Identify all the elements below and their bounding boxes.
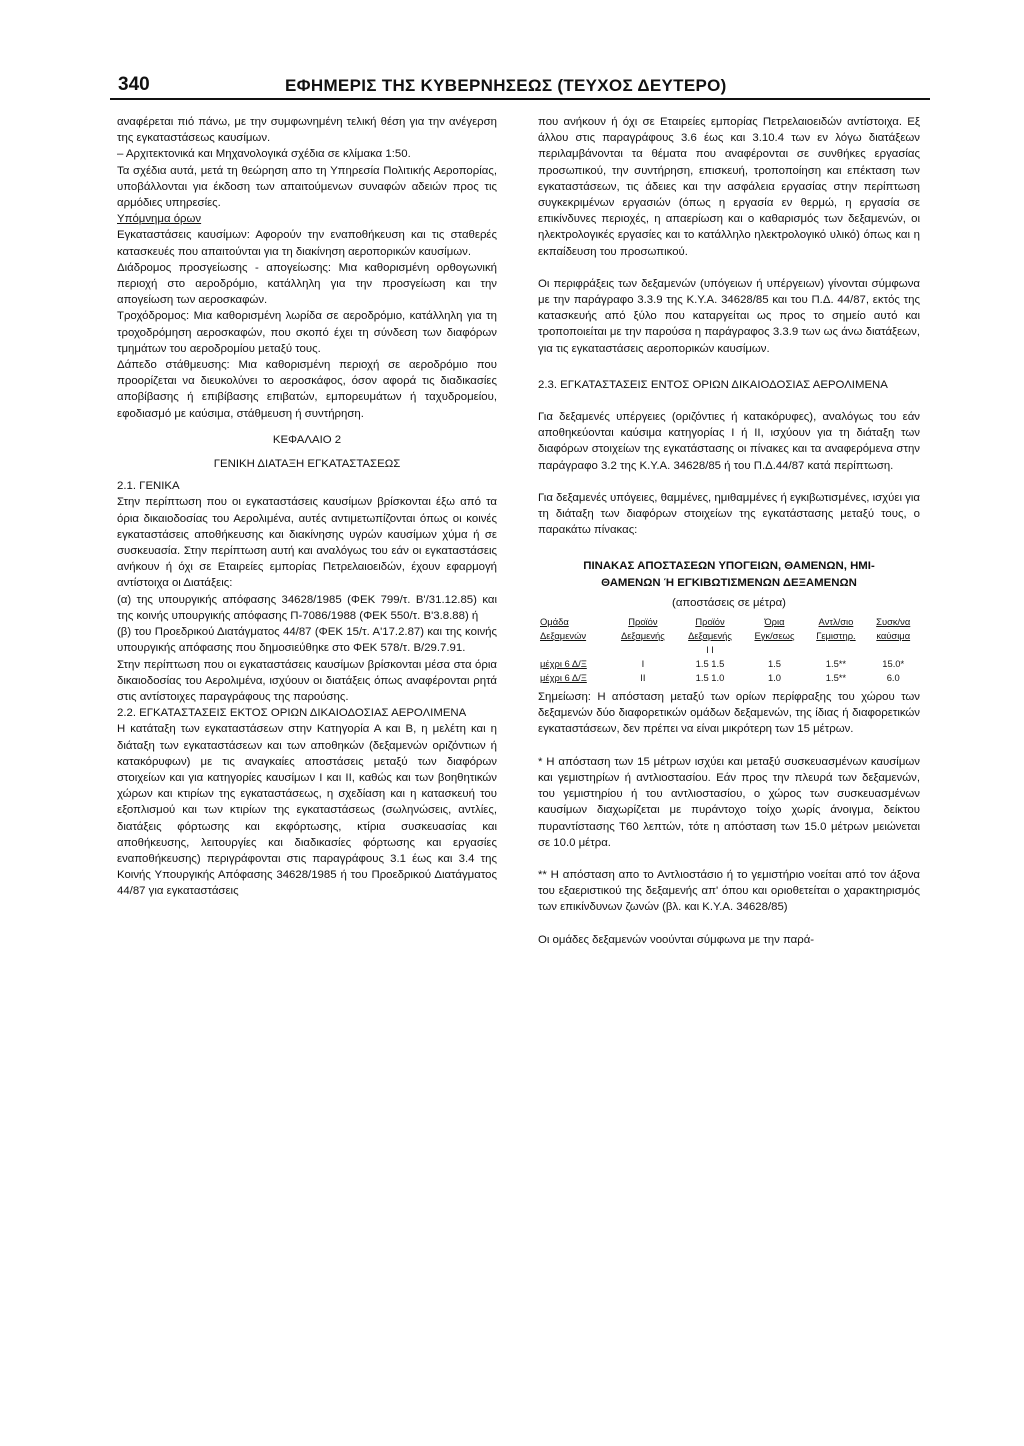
table-cell: 1.5 [767,658,781,670]
table-header-cell: Δεξαμενών [540,630,587,642]
section-heading: 2.3. ΕΓΚΑΤΑΣΤΑΣΕΙΣ ΕΝΤΟΣ ΟΡΙΩΝ ΔΙΚΑΙΟΔΟΣΙΑΣ ΑΕΡΟΛΙΜΕΝΑ [538,378,888,391]
table-header-cell: Προϊόν [695,616,725,628]
table-header-cell: Εγκ/σεως [754,630,795,642]
paragraph: Τα σχέδια αυτά, μετά τη θεώρηση απο τη Υπηρεσία Πολιτικής Αεροπορίας, υποβάλλονται για έκδοση των απαιτούμενων συναφών αδειών προς τις αρμόδιες υπηρεσίες. [117,164,497,210]
paragraph: (β) του Προεδρικού Διατάγματος 44/87 (ΦΕΚ 15/τ. Α'17.2.87) και της κοινής υπουργικής απόφασης που δημοσιεύθηκε στο ΦΕΚ 578/τ. Β/29.7.91. [117,626,497,655]
paragraph: Διάδρομος προσγείωσης - απογείωσης: Μια καθορισμένη ορθογωνική περιοχή στο αεροδρόμιο, κατάλληλη για την προσγείωση και την απογείωση των αεροσκαφών. [117,261,497,307]
table-note: Σημείωση: Η απόσταση μεταξύ των ορίων περίφραξης του χώρου των δεξαμενών δύο διαφορετικών ομάδων δεξαμενών, της ίδιας ή διαφορετικών εγκαταστάσεων, δεν πρέπει να είναι μικρότερη των 15 μέτρων. [538,691,920,736]
table-cell: 1.5** [825,658,847,670]
table-cell: 1.5** [825,672,847,684]
footnote: * Η απόσταση των 15 μέτρων ισχύει και μεταξύ συσκευασμένων καυσίμων και γεμιστηρίων ή αντλιοστασίου. Εάν προς την πλευρά των δεξαμενών, του γεμιστηρίου ή του αντλιοστασίου, ο χώρος των συσκευασμένων καυσίμων διαχωρίζεται με πυράντοχο τοίχο χωρίς άνοιγμα, δείκτου πυραντίστασης Τ60 λεπτών, τότε η απόσταση των 15.0 μέτρων μειώνεται σε 10.0 μέτρα. [538,755,920,849]
paragraph: Εγκαταστάσεις καυσίμων: Αφορούν την εναποθήκευση και τις σταθερές κατασκευές που απαιτούνται για τη διακίνηση αεροπορικών καυσίμων. [117,229,497,258]
table-header-cell: Ομάδα [540,616,569,628]
paragraph: Στην περίπτωση που οι εγκαταστάσεις καυσίμων βρίσκονται μέσα στα όρια δικαιοδοσίας του Αερολιμένα, ισχύουν οι διατάξεις όπως αναφέρονται ρητά στις αντίστοιχες παραγράφους της παρούσης. [117,658,497,703]
table-header-cell: Αντλ/σιο [818,616,854,628]
paragraph: Στην περίπτωση που οι εγκαταστάσεις καυσίμων βρίσκονται έξω από τα όρια δικαιοδοσίας του Αερολιμένα, αυτές αντιμετωπίζονται όπως οι κοινές εγκαταστάσεις αποθήκευσης και διακίνησης υγρών καυσίμων χύμα ή σε συσκευασία. Στην περίπτωση αυτή και αναλόγως του εάν οι εγκαταστάσεις ανήκουν ή όχι σε Εταιρείες εμπορίας Πετρελαιοειδών, έχουν εφαρμογή αντίστοιχα οι Διατάξεις: [117,496,497,590]
table-title: ΠΙΝΑΚΑΣ ΑΠΟΣΤΑΣΕΩΝ ΥΠΟΓΕΙΩΝ, ΘΑΜΕΝΩΝ, ΗΜΙ- [583,560,875,573]
page-number: 340 [118,74,150,95]
table-cell [805,643,866,657]
table-header-cell: Δεξαμενής [620,630,665,642]
terms-heading: Υπόμνημα όρων [117,213,202,226]
table-header-cell: Όρια [764,616,785,628]
paragraph: Δάπεδο στάθμευσης: Μια καθορισμένη περιοχή σε αεροδρόμιο που προορίζεται να διευκολύνει το αεροσκάφος, όσον αφορά τις διαδικασίες αποβίβασης ή επιβίβασης επιβατών, εμπορευμάτων ή ταχυδρομείου, εφοδιασμό με καύσιμα, στάθμευση ή συντήρηση. [117,359,497,420]
paragraph: Τροχόδρομος: Μια καθορισμένη λωρίδα σε αεροδρόμιο, κατάλληλη για τη τροχοδρόμηση αεροσκαφών, που σκοπό έχει τη σύνδεση των διαφόρων τμημάτων του αεροδρομίου μεταξύ τους. [117,310,497,355]
table-cell: 6.0 [886,672,900,684]
table-header-cell: Συσκ/να [876,616,911,628]
paragraph: Για δεξαμενές υπέργειες (οριζόντιες ή κατακόρυφες), αναλόγως του εάν αποθηκεύονται καύσιμα κατηγορίας Ι ή ΙΙ, ισχύουν για τη διάταξη των διαφόρων στοιχείων της εγκατάστασης οι πίνακες και τα αναφερόμενα στην παράγραφο 3.2 της Κ.Υ.Α. 34628/85 ή του Π.Δ.44/87 κατά περίπτωση. [538,411,920,472]
right-column [538,114,920,948]
distances-table [538,615,920,685]
table-header-row [538,629,920,643]
table-units: (αποστάσεις σε μέτρα) [672,596,786,609]
table-cell [538,643,609,657]
paragraph: (α) της υπουργικής απόφασης 34628/1985 (ΦΕΚ 799/τ. Β'/31.12.85) και της κοινής υπουργικής απόφασης Π-7086/1988 (ΦΕΚ 550/τ. Β'3.8.88) ή [117,593,497,622]
table-cell: Ι Ι [706,644,714,656]
table-header-cell: Προϊόν [628,616,658,628]
paragraph: που ανήκουν ή όχι σε Εταιρείες εμπορίας Πετρελαιοειδών αντίστοιχα. Εξ άλλου στις παραγράφους 3.6 έως και 3.10.4 των εν λόγω διατάξεων περιλαμβάνονται τα θέματα που αναφέρονται σε συνθήκες εργασίας προσωπικού, την συντήρηση, επισκευή, τροποποίηση και επέκταση των εγκαταστάσεων, τις άδειες και την ασφάλεια εργασίας στην περίπτωση συγκεκριμένων εργασιών (όπως η εργασία εν θερμώ, η εργασία σε επικίνδυνες περιοχές, η απαερίωση και ο καθαρισμός των δεξαμενών, οι ηλεκτρολογικές εργασίες και το κατάλληλο ηλεκτρολογικό υλικό) όπως και η εκπαίδευση του προσωπικού. [538,116,920,258]
table-cell: μέχρι 6 Δ/Ξ [540,672,587,684]
table-header-row [538,615,920,629]
table-header-cell: Γεμιστηρ. [816,630,856,642]
table-subheader-row [538,643,920,657]
gazette-title: ΕΦΗΜΕΡΙΣ ΤΗΣ ΚΥΒΕΡΝΗΣΕΩΣ (ΤΕΥΧΟΣ ΔΕΥΤΕΡΟ) [285,76,727,95]
table-cell: 15.0* [882,658,905,670]
table-row [538,671,920,685]
table-cell [609,643,676,657]
table-cell: 1.5 1.5 [695,658,725,670]
section-heading: 2.2. ΕΓΚΑΤΑΣΤΑΣΕΙΣ ΕΚΤΟΣ ΟΡΙΩΝ ΔΙΚΑΙΟΔΟΣΙΑΣ ΑΕΡΟΛΙΜΕΝΑ [117,707,467,720]
table-cell [744,643,806,657]
table-cell: 1.0 [767,672,781,684]
paragraph: Για δεξαμενές υπόγειες, θαμμένες, ημιθαμμένες ή εγκιβωτισμένες, ισχύει για τη διάταξη των διαφόρων στοιχείων της εγκατάστασης μεταξύ τους, ο παρακάτω πίνακας: [538,491,920,537]
paragraph: αναφέρεται πιό πάνω, με την συμφωνημένη τελική θέση για την ανέγερση της εγκαταστάσεως καυσίμων. [117,116,497,145]
left-column [117,114,497,900]
footnote: ** Η απόσταση απο το Αντλιοστάσιο ή το γεμιστήριο νοείται από τον άξονα του εξαεριστικού της δεξαμενής απ' όπου και οριοθετείται ο χαρακτηρισμός των επικίνδυνων ζωνών (βλ. και Κ.Υ.Α. 34628/85) [538,868,920,914]
table-cell: μέχρι 6 Δ/Ξ [540,658,587,670]
table-cell: 1.5 1.0 [695,672,725,684]
chapter-number: ΚΕΦΑΛΑΙΟ 2 [272,433,342,446]
table-title: ΘΑΜΕΝΩΝ Ή ΕΓΚΙΒΩΤΙΣΜΕΝΩΝ ΔΕΞΑΜΕΝΩΝ [601,576,857,589]
chapter-title: ΓΕΝΙΚΗ ΔΙΑΤΑΞΗ ΕΓΚΑΤΑΣΤΑΣΕΩΣ [213,458,401,471]
page-header [110,74,930,100]
table-header-cell: καύσιμα [876,630,911,642]
table-header-cell: Δεξαμενής [688,630,732,642]
table-cell [866,643,920,657]
paragraph: Η κατάταξη των εγκαταστάσεων στην Κατηγορία Α και Β, η μελέτη και η διάταξη των εγκαταστάσεων και των αποθηκών (δεξαμενών οριζόντιων ή κατακόρυφων) με τις αναγκαίες αποστάσεις μεταξύ των διαφόρων στοιχείων και για κατηγορίες καυσίμων Ι και ΙΙ, καθώς και των βοηθητικών χώρων και κτιρίων της εγκαταστάσεως, η σχεδίαση και η κατασκευή του εξοπλισμού και των κτιρίων της εγκαταστάσεως (σωληνώσεις, αντλίες, διατάξεις φόρτωσης και εκφόρτωσης, κτίρια συσκευασίας και αποθήκευσης, λειτουργίες και διαδικασίες φόρτωσης και εργασίες εναποθήκευσης) περιγράφονται στις παραγράφους 3.1 έως και 3.4 της Κοινής Υπουργικής Απόφασης 34628/1985 ή του Προεδρικού Διατάγματος 44/87 για εγκαταστάσεις [117,723,497,898]
table-row [538,657,920,671]
table-cell: Ι [641,658,645,670]
paragraph: Οι περιφράξεις των δεξαμενών (υπόγειων ή υπέργειων) γίνονται σύμφωνα με την παράγραφο 3.3.9 της Κ.Υ.Α. 34628/85 και του Π.Δ. 44/87, εκτός της κατασκευής από ξύλο που καταργείται ως προς το σημείο αυτό και τροποποιείται με την παρούσα η παράγραφος 3.3.9 των ως άνω διατάξεων, για τις εγκαταστάσεις αεροπορικών καυσίμων. [538,277,920,355]
paragraph: Οι ομάδες δεξαμενών νοούνται σύμφωνα με την παρά- [538,933,815,946]
paragraph: – Αρχιτεκτονικά και Μηχανολογικά σχέδια σε κλίμακα 1:50. [117,148,411,161]
table-cell: ΙΙ [640,672,646,684]
section-heading: 2.1. ΓΕΝΙΚΑ [117,480,180,493]
